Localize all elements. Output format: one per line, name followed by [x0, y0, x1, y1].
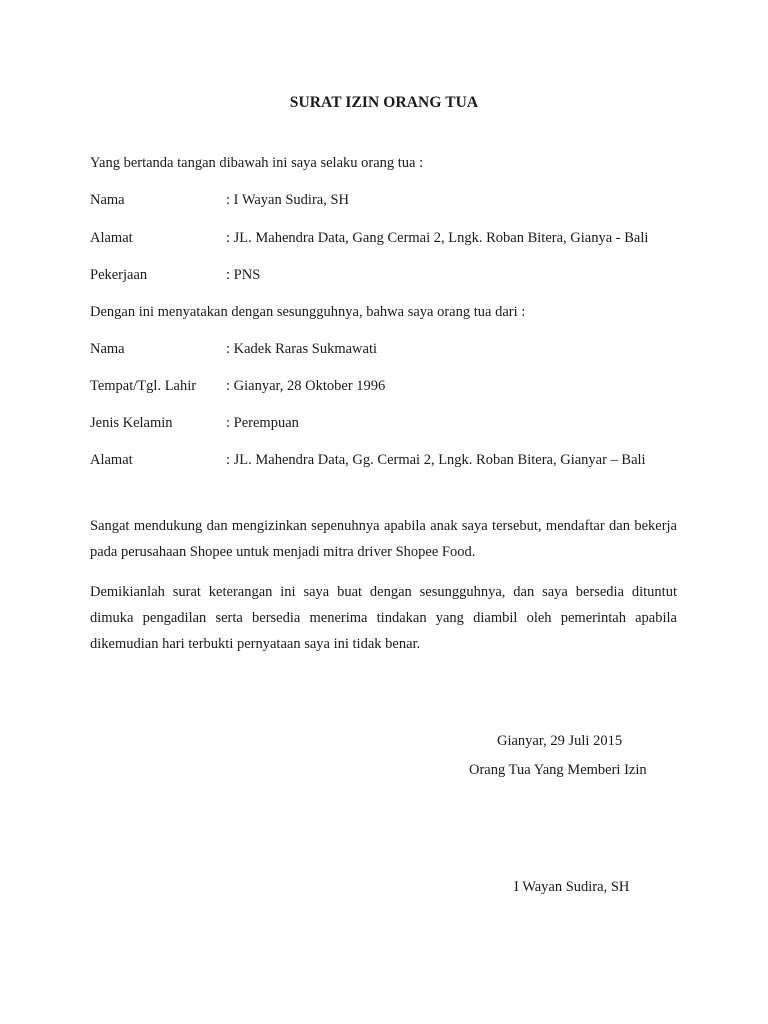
field-value: : I Wayan Sudira, SH [226, 192, 350, 208]
signature-name: I Wayan Sudira, SH [514, 879, 630, 895]
field-value: : Kadek Raras Sukmawati [226, 341, 378, 357]
field-value: : PNS [226, 267, 261, 283]
statement-line: Dengan ini menyatakan dengan sesungguhnya, bahwa saya orang tua dari : [90, 304, 526, 320]
field-label: Nama [90, 341, 125, 357]
document-title: SURAT IZIN ORANG TUA [289, 94, 479, 111]
parent-row-name [90, 192, 349, 209]
child-row-gender [90, 415, 299, 432]
field-value: : Gianyar, 28 Oktober 1996 [226, 378, 386, 394]
field-label: Alamat [90, 230, 133, 246]
field-value: : JL. Mahendra Data, Gg. Cermai 2, Lngk. Roban Bitera, Gianyar – Bali [226, 452, 646, 468]
support-paragraph: Sangat mendukung dan mengizinkan sepenuhnya apabila anak saya tersebut, mendaftar dan bekerja pada perusahaan Shopee untuk menjadi mitra driver Shopee Food. [90, 518, 677, 560]
field-label: Alamat [90, 452, 133, 468]
child-row-address [90, 452, 646, 469]
field-label: Pekerjaan [90, 267, 148, 283]
field-label: Tempat/Tgl. Lahir [90, 378, 197, 394]
field-value: : JL. Mahendra Data, Gang Cermai 2, Lngk. Roban Bitera, Gianya - Bali [226, 230, 649, 246]
field-value: : Perempuan [226, 415, 299, 431]
parent-row-address [90, 230, 648, 247]
field-label: Nama [90, 192, 125, 208]
parent-row-occupation [90, 267, 260, 284]
field-label: Jenis Kelamin [90, 415, 173, 431]
child-row-birth [90, 378, 385, 395]
intro-line: Yang bertanda tangan dibawah ini saya selaku orang tua : [90, 155, 424, 171]
signature-place-date: Gianyar, 29 Juli 2015 [497, 733, 623, 749]
closing-paragraph: Demikianlah surat keterangan ini saya buat dengan sesungguhnya, dan saya bersedia dituntut dimuka pengadilan serta bersedia menerima tindakan yang diambil oleh pemerintah apabila dikemudian hari terbukti pernyataan saya ini tidak benar. [90, 584, 677, 652]
signature-role: Orang Tua Yang Memberi Izin [469, 762, 647, 778]
child-row-name [90, 341, 377, 358]
